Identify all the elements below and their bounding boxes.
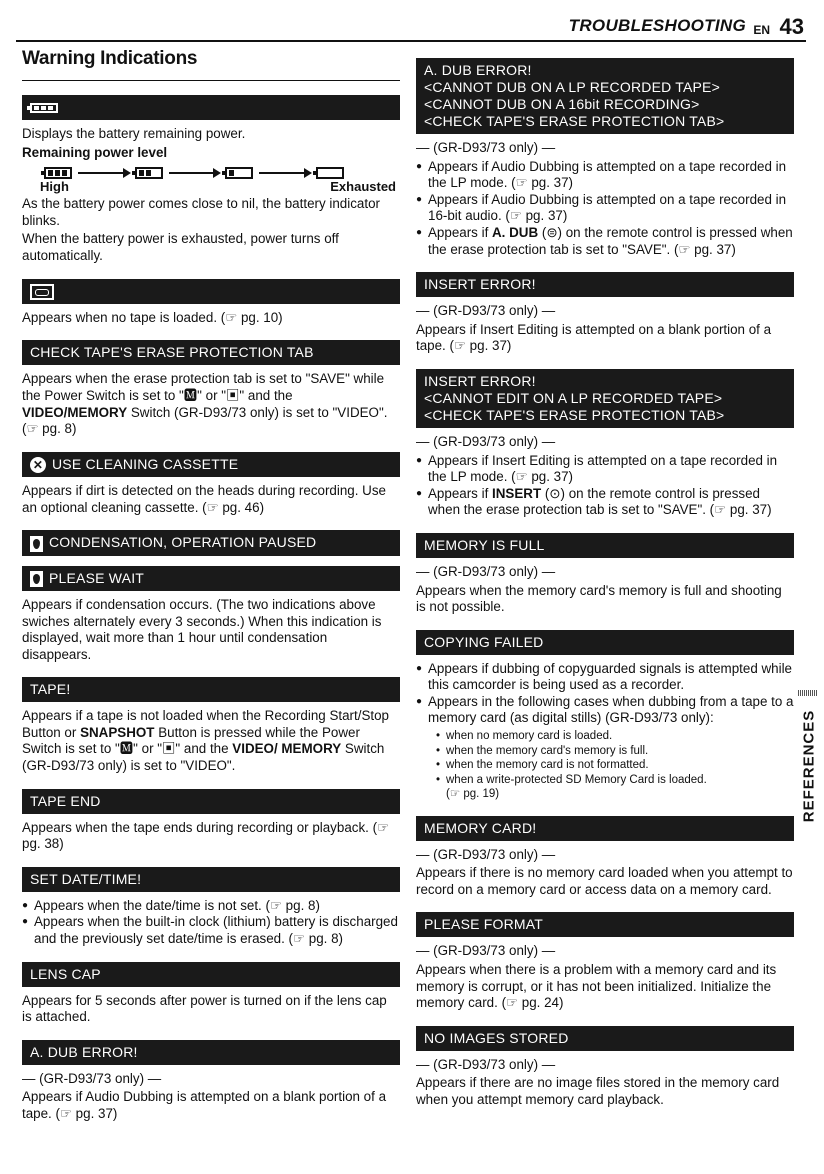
section-title: Warning Indications <box>22 44 400 81</box>
arrow-right-icon <box>169 172 220 174</box>
list-item <box>436 773 794 802</box>
a-dub-bar <box>22 1040 400 1065</box>
battery-level-sequence <box>22 163 362 179</box>
lens-cap-text: Appears for 5 seconds after power is turned on if the lens cap is attached. <box>22 992 387 1025</box>
condensation-label: CONDENSATION, OPERATION PAUSED <box>49 534 317 551</box>
header-title: TROUBLESHOOTING <box>568 16 746 35</box>
lens-cap-label: LENS CAP <box>30 965 101 982</box>
battery-medium-icon <box>135 167 163 179</box>
check-tape-text <box>22 371 400 437</box>
tape-text: Appears when no tape is loaded. (☞ pg. 10) <box>22 309 283 325</box>
label-exhausted: Exhausted <box>330 179 396 195</box>
battery-empty-icon <box>316 167 344 179</box>
set-date-list <box>22 898 400 948</box>
a-dub2-line-4: <CHECK TAPE'S ERASE PROTECTION TAB> <box>424 113 725 129</box>
tape-icon <box>30 284 54 300</box>
insert-label: INSERT ERROR! <box>424 276 536 293</box>
battery-text-3: When the battery power is exhausted, power turns off automatically. <box>22 231 339 263</box>
list-item <box>416 225 794 258</box>
list-item: ● Appears if Audio Dubbing is attempted on a tape recorded in the LP mode. (☞ pg. 37) <box>416 159 794 192</box>
insert2-line-1: INSERT ERROR! <box>424 372 536 389</box>
a-dub2-b3-c: (⊜) on the remote control is pressed when the erase protection tab is set to "SAVE". (☞ pg. 37) <box>428 224 793 257</box>
tape-excl-d: VIDEO/ MEMORY <box>232 741 342 757</box>
condensation-bar <box>22 530 400 555</box>
right-column <box>416 58 794 1111</box>
no-images-label: NO IMAGES STORED <box>424 1029 569 1046</box>
header-lang: EN <box>753 23 770 37</box>
insert2-list <box>416 453 794 519</box>
battery-text-2: As the battery power comes close to nil, the battery indicator blinks. <box>22 196 381 228</box>
memory-card-text: Appears if there is no memory card loaded when you attempt to record on a memory card or access data on a memory card. <box>416 865 793 897</box>
a-dub2-bar <box>416 58 794 134</box>
set-date-label: SET DATE/TIME! <box>30 870 142 887</box>
insert-model-note: — (GR-D93/73 only) — <box>416 303 556 319</box>
battery-level-heading: Remaining power level <box>22 144 168 160</box>
tape-excl-b: SNAPSHOT <box>80 724 155 740</box>
a-dub2-b3-b: A. DUB <box>492 224 539 240</box>
list-item: ● Appears if dubbing of copyguarded signals is attempted while this camcorder is being used as a recorder. <box>416 661 794 694</box>
page-number: 43 <box>779 14 804 39</box>
memory-card-model-note: — (GR-D93/73 only) — <box>416 846 556 862</box>
list-item: • when no memory card is loaded. <box>436 729 794 744</box>
references-side-tab <box>800 690 818 823</box>
insert2-b2-c: (⊙) on the remote control is pressed when the erase protection tab is set to "SAVE". (☞ pg. 37) <box>428 485 772 518</box>
memory-card-bar <box>416 816 794 841</box>
left-column <box>22 44 400 1125</box>
memory-card-label: MEMORY CARD! <box>424 819 537 836</box>
no-images-bar <box>416 1026 794 1051</box>
tape-excl-c: Button is pressed while the Power Switch is set to "🅼" or "▣" and the <box>22 724 360 757</box>
tape-end-text: Appears when the tape ends during recording or playback. (☞ pg. 38) <box>22 819 390 852</box>
lens-cap-bar <box>22 962 400 987</box>
tape-excl-e: Switch (GR-D93/73 only) is set to "VIDEO". <box>22 741 385 774</box>
a-dub2-b3-a: Appears if <box>428 224 493 240</box>
copying-failed-bar <box>416 630 794 655</box>
set-date-bar <box>22 867 400 892</box>
tape-end-label: TAPE END <box>30 792 101 809</box>
list-item: ● Appears if Audio Dubbing is attempted on a tape recorded in 16-bit audio. (☞ pg. 37) <box>416 192 794 225</box>
copying-s4-text: when a write-protected SD Memory Card is loaded. <box>446 773 707 786</box>
please-wait-bar <box>22 566 400 591</box>
battery-text-1: Displays the battery remaining power. <box>22 126 246 141</box>
battery-full-icon <box>44 167 72 179</box>
a-dub-label: A. DUB ERROR! <box>30 1043 138 1060</box>
check-tape-label: CHECK TAPE'S ERASE PROTECTION TAB <box>30 344 314 361</box>
no-images-text: Appears if there are no image files stored in the memory card when you attempt memory card playback. <box>416 1075 780 1107</box>
memory-full-model-note: — (GR-D93/73 only) — <box>416 563 556 579</box>
list-item: ● Appears when the built-in clock (lithium) battery is discharged and the previously set date/time is erased. (☞ pg. 8) <box>22 914 400 947</box>
list-item: ● Appears if Insert Editing is attempted on a tape recorded in the LP mode. (☞ pg. 37) <box>416 453 794 486</box>
condensation-text: Appears if condensation occurs. (The two indications above swiches alternately every 3 seconds.) When this indication is displayed, wait more than 1 hour until condensation disappears. <box>22 596 382 662</box>
check-tape-text-b: Switch (GR-D93/73 only) is set to "VIDEO". (☞ pg. 8) <box>22 404 388 437</box>
insert2-line-2: <CANNOT EDIT ON A LP RECORDED TAPE> <box>424 389 723 406</box>
list-item: ● Appears when the date/time is not set. (☞ pg. 8) <box>22 898 400 915</box>
copying-s4-ref: (☞ pg. 19) <box>446 788 500 801</box>
insert-bar <box>416 272 794 297</box>
tape-excl-a: Appears if a tape is not loaded when the Recording Start/Stop Button or <box>22 708 389 740</box>
check-tape-text-bold: VIDEO/MEMORY <box>22 404 128 420</box>
no-images-model-note: — (GR-D93/73 only) — <box>416 1056 556 1072</box>
insert2-line-3: <CHECK TAPE'S ERASE PROTECTION TAB> <box>424 406 725 423</box>
cleaning-icon: ✕ <box>30 457 46 473</box>
page-header <box>16 14 806 42</box>
memory-full-label: MEMORY IS FULL <box>424 536 545 553</box>
a-dub2-line-2: <CANNOT DUB ON A LP RECORDED TAPE> <box>424 79 720 95</box>
memory-full-bar <box>416 533 794 558</box>
copying-failed-label: COPYING FAILED <box>424 633 544 650</box>
insert2-b2-b: INSERT <box>492 485 542 501</box>
condensation-icon <box>30 571 43 587</box>
insert2-bar <box>416 369 794 428</box>
tape-excl-text <box>22 708 400 774</box>
memory-full-text: Appears when the memory card's memory is full and shooting is not possible. <box>416 582 782 615</box>
please-format-model-note: — (GR-D93/73 only) — <box>416 943 556 959</box>
a-dub2-model-note: — (GR-D93/73 only) — <box>416 140 556 155</box>
copying-sub-list <box>428 729 794 802</box>
a-dub-text: Appears if Audio Dubbing is attempted on a blank portion of a tape. (☞ pg. 37) <box>22 1089 387 1121</box>
list-item <box>416 486 794 519</box>
insert-text: Appears if Insert Editing is attempted on a blank portion of a tape. (☞ pg. 37) <box>416 321 772 354</box>
arrow-right-icon <box>259 172 310 174</box>
battery-level-labels <box>22 179 396 194</box>
condensation-icon <box>30 536 43 552</box>
a-dub2-list <box>416 159 794 259</box>
label-high: High <box>40 179 69 195</box>
cleaning-text: Appears if dirt is detected on the heads during recording. Use an optional cleaning cassette. (☞ pg. 46) <box>22 483 386 515</box>
list-item: • when the memory card's memory is full. <box>436 744 794 759</box>
a-dub2-line-3: <CANNOT DUB ON A 16bit RECORDING> <box>424 96 700 112</box>
cleaning-bar <box>22 452 400 477</box>
please-wait-label: PLEASE WAIT <box>49 569 145 586</box>
please-format-bar <box>416 912 794 937</box>
side-tab-rule <box>798 690 818 696</box>
battery-low-icon <box>225 167 253 179</box>
tape-excl-bar <box>22 677 400 702</box>
list-item <box>416 694 794 802</box>
list-item: • when the memory card is not formatted. <box>436 758 794 773</box>
a-dub2-line-1: A. DUB ERROR! <box>424 62 532 78</box>
arrow-right-icon <box>78 172 129 174</box>
insert2-b2-a: Appears if <box>428 485 493 501</box>
please-format-text: Appears when there is a problem with a memory card and its memory is corrupt, or it has not been initialized. Initialize the memory card. (☞ pg. 24) <box>416 961 777 1011</box>
check-tape-bar <box>22 340 400 365</box>
check-tape-text-a: Appears when the erase protection tab is set to "SAVE" while the Power Switch is set to "🅼" or "▣" and the <box>22 371 385 404</box>
copying-b2-text: Appears in the following cases when dubbing from a tape to a memory card (as digital stills) (GR-D93/73 only): <box>428 693 794 726</box>
tape-end-bar <box>22 789 400 814</box>
tape-bar <box>22 279 400 304</box>
battery-bar <box>22 95 400 120</box>
side-tab-label: REFERENCES <box>800 709 818 823</box>
cleaning-label: USE CLEANING CASSETTE <box>52 455 239 472</box>
a-dub-model-note: — (GR-D93/73 only) — <box>22 1070 162 1086</box>
copying-failed-list <box>416 661 794 802</box>
please-format-label: PLEASE FORMAT <box>424 916 544 933</box>
battery-icon <box>30 103 58 113</box>
insert2-model-note: — (GR-D93/73 only) — <box>416 433 556 449</box>
tape-excl-label: TAPE! <box>30 681 71 698</box>
